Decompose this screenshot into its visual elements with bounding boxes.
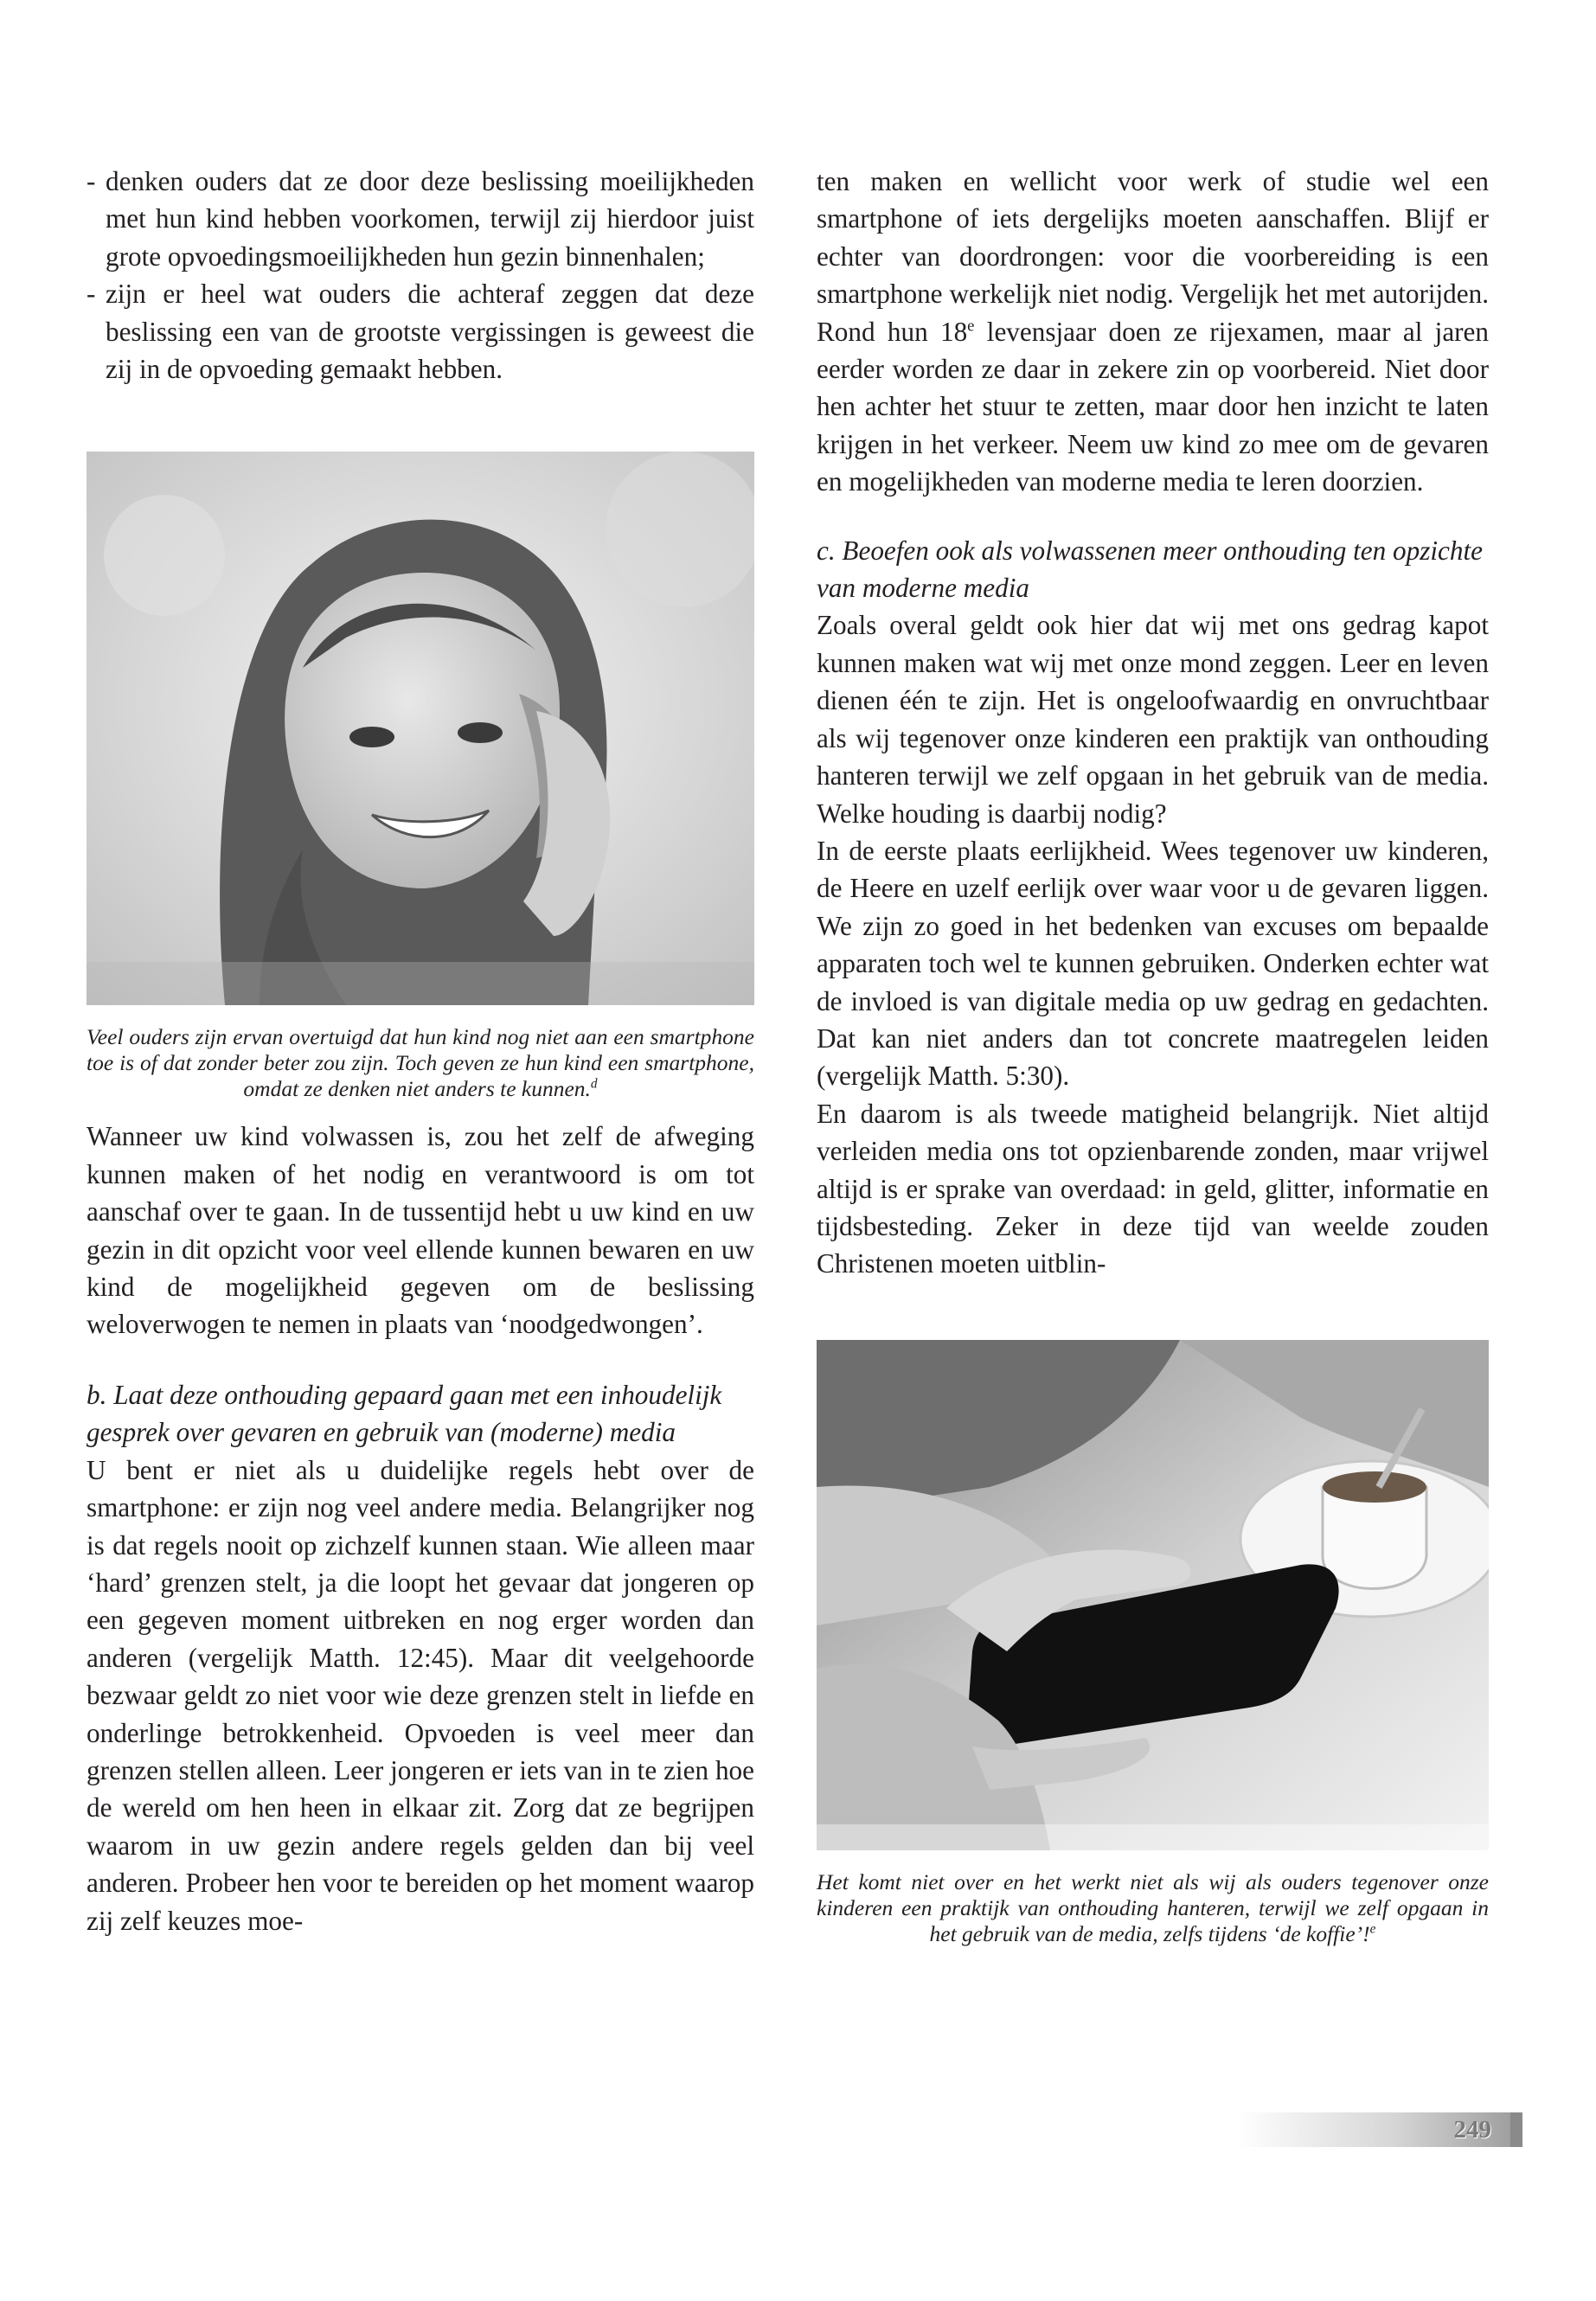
girl-on-phone-photo (87, 452, 754, 1005)
bullet-item (87, 275, 754, 388)
superscript: e (967, 317, 975, 336)
paragraph: Wanneer uw kind volwassen is, zou het zelf de afweging kunnen maken of het nodig en verantwoord is om tot aanschaf over te gaan. In de tussentijd hebt u uw kind en uw gezin in dit opzicht voor veel ellende kunnen bewaren en uw kind de mogelijkheid gegeven om de beslissing weloverwogen te nemen in plaats van ‘noodgedwongen’. (87, 1121, 754, 1340)
section-heading: c. Beoefen ook als volwassenen meer onthouding ten opzichte van moderne media (817, 535, 1483, 604)
section-heading: b. Laat deze onthouding gepaard gaan met een inhoudelijk gesprek over gevaren en gebruik van (moderne) media (87, 1379, 722, 1448)
paragraph: ten maken en wellicht voor werk of studie wel een smartphone of iets dergelijks moeten aanschaffen. Blijf er echter van doordrongen: voor die voorbereiding is een smartphone werkelijk niet nodig. Vergelijk het met autorijden. Rond hun 18e levensjaar doen ze rijexamen, maar al jaren eerder worden ze daar in zekere zin op voorbereid. Niet door hen achter het stuur te zetten, maar door hen inzicht te laten krijgen in het verkeer. Neem uw kind zo mee om de gevaren en mogelijkheden van moderne media te leren doorzien. (817, 166, 1489, 497)
page-number-bar (1237, 2112, 1522, 2147)
page-tab (1510, 2112, 1522, 2147)
paragraph: Zoals overal geldt ook hier dat wij met ons gedrag kapot kunnen maken wat wij met onze mond zeggen. Leer en leven dienen één te zijn. Het is ongeloofwaardig en onvruchtbaar als wij tegenover onze kinderen een praktijk van onthouding hanteren terwijl we zelf opgaan in het gebruik van de media. Welke houding is daarbij nodig? (817, 610, 1489, 829)
bullet-item (87, 163, 754, 275)
hands-with-phone-photo (817, 1340, 1489, 1850)
paragraph: U bent er niet als u duidelijke regels hebt over de smartphone: er zijn nog veel andere media. Belangrijker nog is dat regels nooit op zichzelf kunnen staan. Wie alleen maar ‘hard’ grenzen stelt, ja die loopt het gevaar dat jongeren op een gegeven moment uitbreken en nog erger worden dan anderen (vergelijk Matth. 12:45). Maar dit veelgehoorde bezwaar geldt zo niet voor wie deze grenzen stelt in liefde en onderlinge betrokkenheid. Opvoeden is veel meer dan grenzen stellen alleen. Leer jongeren er iets van in te zien hoe de wereld om hen heen in elkaar zit. Zorg dat ze begrijpen waarom in uw gezin andere regels gelden dan bij veel anderen. Probeer hen voor te bereiden op het moment waarop zij zelf keuzes moe- (87, 1454, 754, 1936)
bullet-text: zijn er heel wat ouders die achteraf zeggen dat deze beslissing een van de grootste vergissingen is geweest die zij in de opvoeding gemaakt hebben. (106, 279, 754, 385)
paragraph: In de eerste plaats eerlijkheid. Wees tegenover uw kinderen, de Heere en uzelf eerlijk over waar voor u de gevaren liggen. We zijn zo goed in het bedenken van excuses om bepaalde apparaten toch wel te kunnen gebruiken. Onderken echter wat de invloed is van digitale media op uw gedrag en gedachten. Dat kan niet anders dan tot concrete maatregelen leiden (vergelijk Matth. 5:30). (817, 835, 1489, 1092)
bullet-dash: - (87, 279, 96, 310)
bullet-dash: - (87, 166, 96, 196)
left-column (87, 163, 754, 1939)
paragraph: En daarom is als tweede matigheid belangrijk. Niet altijd verleiden media ons tot opzienbarende zonden, maar vrijwel altijd is er sprake van overdaad: in geld, glitter, informatie en tijdsbesteding. Zeker in deze tijd van weelde zouden Christenen moeten uitblin- (817, 1098, 1489, 1279)
footnote-marker: d (590, 1076, 598, 1092)
figure-caption: Het komt niet over en het werkt niet als wij als ouders tegenover onze kinderen een praktijk van onthouding hanteren, terwijl we zelf opgaan in het gebruik van de media, zelfs tijdens ‘de koffie’!$^e$ (817, 1868, 1489, 1946)
right-column (817, 163, 1489, 1947)
footnote-marker: e (1369, 1921, 1376, 1937)
page-number: 249 (1453, 2116, 1491, 2144)
figure-caption: Veel ouders zijn ervan overtuigd dat hun kind nog niet aan een smartphone toe is of dat zonder beter zou zijn. Toch geven ze hun kind een smartphone, omdat ze denken niet anders te kunnen.$^d$ (87, 1024, 754, 1102)
bullet-text: denken ouders dat ze door deze beslissing moeilijkheden met hun kind hebben voorkomen, terwijl zij hierdoor juist grote opvoedingsmoeilijkheden hun gezin binnenhalen; (106, 166, 754, 272)
